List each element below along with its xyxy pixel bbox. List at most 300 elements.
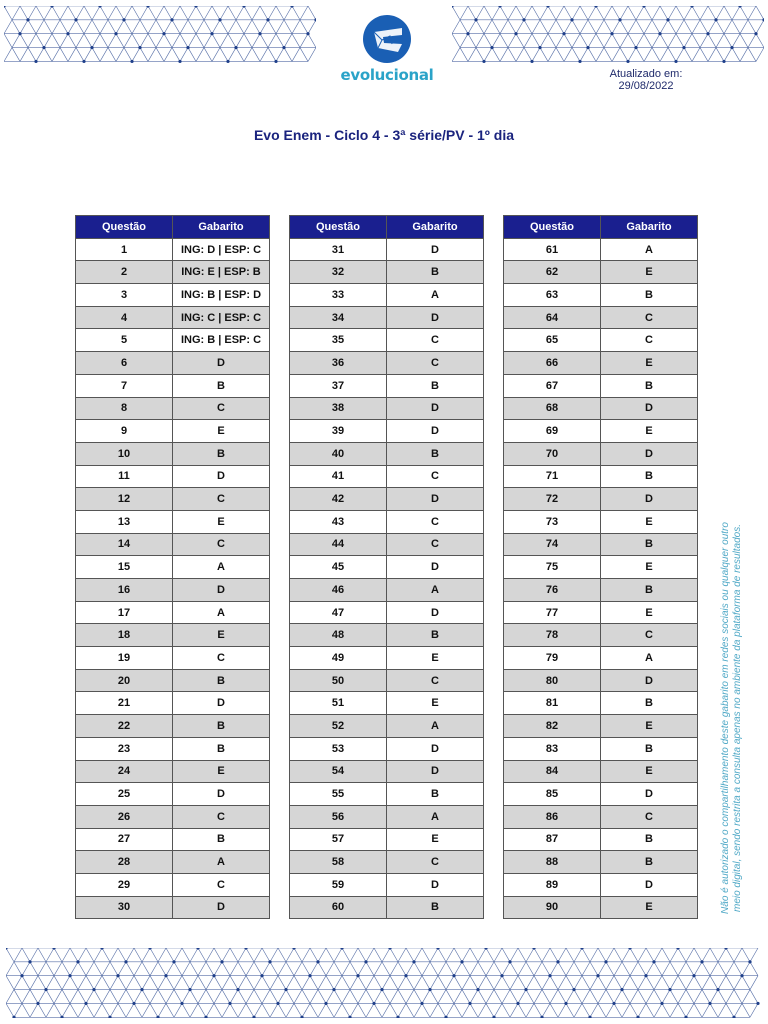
answer-key: C xyxy=(173,488,270,511)
pattern-node xyxy=(186,46,189,49)
table-row xyxy=(76,692,270,715)
table-row xyxy=(504,352,698,375)
table-row xyxy=(504,579,698,602)
question-number: 72 xyxy=(504,488,601,511)
pattern-node xyxy=(748,960,751,963)
pattern-node xyxy=(538,46,541,49)
pattern-node xyxy=(164,974,167,977)
answer-key: D xyxy=(173,783,270,806)
question-number: 20 xyxy=(76,669,173,692)
answer-key: E xyxy=(387,647,484,670)
answer-key: B xyxy=(173,669,270,692)
pattern-node xyxy=(492,1016,495,1018)
question-number: 61 xyxy=(504,238,601,261)
answer-key: ING: B | ESP: D xyxy=(173,284,270,307)
answer-key: C xyxy=(173,805,270,828)
table-row xyxy=(504,783,698,806)
answer-key: E xyxy=(387,828,484,851)
question-number: 67 xyxy=(504,374,601,397)
pattern-node xyxy=(524,988,527,991)
pattern-node xyxy=(740,974,743,977)
table-row xyxy=(504,374,698,397)
pattern-node xyxy=(258,32,261,35)
answer-table-3 xyxy=(503,215,698,919)
question-number: 49 xyxy=(290,647,387,670)
question-number: 4 xyxy=(76,306,173,329)
table-row xyxy=(504,556,698,579)
answer-key: D xyxy=(387,873,484,896)
pattern-node xyxy=(372,1002,375,1005)
table-row xyxy=(290,579,484,602)
answer-key: D xyxy=(173,692,270,715)
answer-key: D xyxy=(173,896,270,919)
question-number: 18 xyxy=(76,624,173,647)
pattern-node xyxy=(36,1002,39,1005)
pattern-node xyxy=(66,32,69,35)
question-number: 37 xyxy=(290,374,387,397)
pattern-node xyxy=(42,46,45,49)
pattern-node xyxy=(68,974,71,977)
table-row xyxy=(76,374,270,397)
evolucional-logo-icon xyxy=(362,14,412,64)
pattern-node xyxy=(204,1016,207,1018)
table-row xyxy=(504,533,698,556)
question-number: 25 xyxy=(76,783,173,806)
table-row xyxy=(76,828,270,851)
question-number: 14 xyxy=(76,533,173,556)
pattern-node xyxy=(26,18,29,21)
pattern-node xyxy=(674,60,677,63)
answer-key: B xyxy=(387,261,484,284)
answer-key: B xyxy=(601,533,698,556)
table-row xyxy=(504,737,698,760)
pattern-node xyxy=(12,1016,15,1018)
pattern-node xyxy=(162,32,165,35)
pattern-node xyxy=(268,960,271,963)
pattern-node xyxy=(274,60,277,63)
question-number: 62 xyxy=(504,261,601,284)
pattern-node xyxy=(668,988,671,991)
question-number: 78 xyxy=(504,624,601,647)
pattern-node xyxy=(626,60,629,63)
question-number: 82 xyxy=(504,715,601,738)
table-row xyxy=(504,329,698,352)
question-number: 55 xyxy=(290,783,387,806)
question-number: 44 xyxy=(290,533,387,556)
pattern-node xyxy=(610,32,613,35)
answer-key: C xyxy=(387,465,484,488)
table-row xyxy=(290,442,484,465)
pattern-node xyxy=(308,974,311,977)
table-row xyxy=(76,737,270,760)
answer-key: A xyxy=(173,851,270,874)
table-row xyxy=(290,306,484,329)
question-number: 1 xyxy=(76,238,173,261)
table-row xyxy=(290,329,484,352)
pattern-node xyxy=(516,1002,519,1005)
answer-key: D xyxy=(173,579,270,602)
brand-name: evolucional xyxy=(340,66,434,84)
answer-key: E xyxy=(601,420,698,443)
geometric-pattern-icon xyxy=(4,6,316,68)
question-number: 32 xyxy=(290,261,387,284)
table-row xyxy=(290,737,484,760)
pattern-node xyxy=(620,988,623,991)
answer-key: B xyxy=(601,851,698,874)
page-title: Evo Enem - Ciclo 4 - 3ª série/PV - 1º dia xyxy=(253,127,515,143)
table-row xyxy=(290,284,484,307)
pattern-node xyxy=(300,1016,303,1018)
question-number: 83 xyxy=(504,737,601,760)
pattern-node xyxy=(34,60,37,63)
answer-key: B xyxy=(601,579,698,602)
table-row xyxy=(504,805,698,828)
pattern-node xyxy=(124,960,127,963)
pattern-node xyxy=(220,960,223,963)
question-number: 63 xyxy=(504,284,601,307)
table-row xyxy=(290,465,484,488)
question-number: 74 xyxy=(504,533,601,556)
question-number: 65 xyxy=(504,329,601,352)
answer-key: E xyxy=(173,760,270,783)
question-number: 70 xyxy=(504,442,601,465)
table-header-row xyxy=(290,216,484,239)
answer-key: D xyxy=(387,601,484,624)
table-row xyxy=(76,284,270,307)
pattern-node xyxy=(482,60,485,63)
pattern-node xyxy=(420,1002,423,1005)
answer-key: E xyxy=(387,692,484,715)
table-row xyxy=(76,579,270,602)
pattern-node xyxy=(476,988,479,991)
question-number: 81 xyxy=(504,692,601,715)
answer-key: C xyxy=(173,533,270,556)
pattern-node xyxy=(508,960,511,963)
answer-key: B xyxy=(601,737,698,760)
table-row xyxy=(290,488,484,511)
pattern-node xyxy=(82,60,85,63)
answer-key: B xyxy=(387,442,484,465)
pattern-node xyxy=(6,948,8,950)
table-row xyxy=(76,306,270,329)
pattern-node xyxy=(130,60,133,63)
table-row xyxy=(504,488,698,511)
pattern-node xyxy=(762,18,764,21)
table-row xyxy=(76,601,270,624)
answer-key: C xyxy=(601,329,698,352)
question-number: 89 xyxy=(504,873,601,896)
answer-key: E xyxy=(601,556,698,579)
answer-key: D xyxy=(387,238,484,261)
pattern-node xyxy=(716,988,719,991)
answer-key: A xyxy=(387,715,484,738)
answer-key: A xyxy=(601,238,698,261)
answer-key: B xyxy=(387,896,484,919)
table-row xyxy=(76,352,270,375)
pattern-node xyxy=(404,974,407,977)
table-row xyxy=(76,556,270,579)
pattern-node xyxy=(276,1002,279,1005)
pattern-node xyxy=(76,960,79,963)
question-number: 17 xyxy=(76,601,173,624)
pattern-node xyxy=(692,974,695,977)
pattern-node xyxy=(572,988,575,991)
answer-key: B xyxy=(387,783,484,806)
table-row xyxy=(504,510,698,533)
question-number: 27 xyxy=(76,828,173,851)
pattern-node xyxy=(588,1016,591,1018)
question-number: 54 xyxy=(290,760,387,783)
pattern-lines xyxy=(452,6,764,61)
answer-key: A xyxy=(173,556,270,579)
question-number: 39 xyxy=(290,420,387,443)
sharing-disclaimer: Não é autorizado o compartilhamento deste gabarito em redes sociais ou qualquer outro meio digital, sendo restrita a consulta apenas no ambiente da plataforma de resultados. xyxy=(720,522,743,914)
pattern-node xyxy=(452,6,454,8)
answer-key: ING: D | ESP: C xyxy=(173,238,270,261)
answer-key: ING: B | ESP: C xyxy=(173,329,270,352)
table-row xyxy=(504,465,698,488)
question-number: 33 xyxy=(290,284,387,307)
table-row xyxy=(290,374,484,397)
table-row xyxy=(290,715,484,738)
pattern-node xyxy=(92,988,95,991)
question-number: 68 xyxy=(504,397,601,420)
question-number: 90 xyxy=(504,896,601,919)
question-number: 46 xyxy=(290,579,387,602)
pattern-node xyxy=(412,960,415,963)
answer-key: E xyxy=(601,715,698,738)
question-number: 38 xyxy=(290,397,387,420)
pattern-node xyxy=(18,32,21,35)
answer-key: B xyxy=(173,715,270,738)
table-row xyxy=(76,420,270,443)
table-row xyxy=(504,261,698,284)
answer-key: D xyxy=(387,737,484,760)
pattern-node xyxy=(324,1002,327,1005)
answer-key: C xyxy=(173,647,270,670)
pattern-node xyxy=(730,46,733,49)
answer-key: C xyxy=(173,873,270,896)
pattern-node xyxy=(500,974,503,977)
table-row xyxy=(290,556,484,579)
table-row xyxy=(504,873,698,896)
question-number: 59 xyxy=(290,873,387,896)
table-row xyxy=(504,624,698,647)
table-row xyxy=(290,647,484,670)
table-row xyxy=(290,601,484,624)
table-row xyxy=(290,828,484,851)
answer-key: A xyxy=(387,579,484,602)
answer-key: D xyxy=(601,669,698,692)
answer-key: A xyxy=(601,647,698,670)
pattern-node xyxy=(314,18,316,21)
table-header-row xyxy=(504,216,698,239)
question-number: 64 xyxy=(504,306,601,329)
question-number: 71 xyxy=(504,465,601,488)
pattern-node xyxy=(490,46,493,49)
table-row xyxy=(76,238,270,261)
table-row xyxy=(76,261,270,284)
pattern-node xyxy=(452,974,455,977)
pattern-node xyxy=(188,988,191,991)
question-number: 12 xyxy=(76,488,173,511)
question-number: 31 xyxy=(290,238,387,261)
question-number: 34 xyxy=(290,306,387,329)
answer-key: E xyxy=(173,624,270,647)
question-number: 24 xyxy=(76,760,173,783)
pattern-node xyxy=(708,1002,711,1005)
question-number: 86 xyxy=(504,805,601,828)
question-number: 30 xyxy=(76,896,173,919)
table-row xyxy=(76,873,270,896)
updated-date: 29/08/2022 xyxy=(618,80,674,92)
pattern-node xyxy=(74,18,77,21)
pattern-node xyxy=(156,1016,159,1018)
table-row xyxy=(76,465,270,488)
question-number: 57 xyxy=(290,828,387,851)
answer-key: E xyxy=(601,261,698,284)
answer-key: D xyxy=(387,760,484,783)
table-row xyxy=(290,533,484,556)
pattern-node xyxy=(604,960,607,963)
table-row xyxy=(290,669,484,692)
question-number: 11 xyxy=(76,465,173,488)
answer-key: D xyxy=(387,556,484,579)
answer-key: D xyxy=(601,873,698,896)
question-number: 56 xyxy=(290,805,387,828)
answer-key: C xyxy=(387,669,484,692)
question-number: 50 xyxy=(290,669,387,692)
table-row xyxy=(76,442,270,465)
table-row xyxy=(290,896,484,919)
question-number: 7 xyxy=(76,374,173,397)
answer-key: C xyxy=(601,306,698,329)
answer-key: C xyxy=(387,533,484,556)
question-number: 15 xyxy=(76,556,173,579)
question-number: 22 xyxy=(76,715,173,738)
table-header-row xyxy=(76,216,270,239)
answer-key: ING: C | ESP: C xyxy=(173,306,270,329)
pattern-node xyxy=(666,18,669,21)
answer-key: B xyxy=(173,374,270,397)
table-row xyxy=(76,647,270,670)
table-row xyxy=(76,624,270,647)
answer-table-1 xyxy=(75,215,270,919)
pattern-node xyxy=(396,1016,399,1018)
question-number: 53 xyxy=(290,737,387,760)
pattern-node xyxy=(178,60,181,63)
answer-key: B xyxy=(173,442,270,465)
pattern-node xyxy=(356,974,359,977)
answer-table-2 xyxy=(289,215,484,919)
question-number: 48 xyxy=(290,624,387,647)
answer-key: B xyxy=(601,465,698,488)
question-number: 47 xyxy=(290,601,387,624)
table-row xyxy=(504,896,698,919)
pattern-node xyxy=(514,32,517,35)
table-row xyxy=(290,624,484,647)
pattern-node xyxy=(444,1016,447,1018)
pattern-node xyxy=(4,6,6,8)
answer-key: D xyxy=(601,783,698,806)
question-number: 42 xyxy=(290,488,387,511)
question-number: 21 xyxy=(76,692,173,715)
pattern-node xyxy=(522,18,525,21)
answer-key: B xyxy=(601,828,698,851)
answer-key: B xyxy=(387,374,484,397)
table-row xyxy=(76,533,270,556)
answer-key: B xyxy=(601,692,698,715)
table-row xyxy=(290,261,484,284)
pattern-node xyxy=(644,974,647,977)
pattern-node xyxy=(586,46,589,49)
answer-key: E xyxy=(601,760,698,783)
question-number: 41 xyxy=(290,465,387,488)
question-number: 5 xyxy=(76,329,173,352)
updated-info xyxy=(596,68,696,92)
geometric-pattern-icon xyxy=(452,6,764,68)
question-number: 6 xyxy=(76,352,173,375)
answer-key: C xyxy=(387,352,484,375)
question-number: 35 xyxy=(290,329,387,352)
answer-key: E xyxy=(601,601,698,624)
answer-key: C xyxy=(601,624,698,647)
pattern-node xyxy=(348,1016,351,1018)
question-number: 23 xyxy=(76,737,173,760)
pattern-node xyxy=(714,18,717,21)
table-row xyxy=(504,715,698,738)
pattern-node xyxy=(170,18,173,21)
table-row xyxy=(290,692,484,715)
answer-key: E xyxy=(173,420,270,443)
pattern-node xyxy=(732,1016,735,1018)
updated-label: Atualizado em: xyxy=(609,68,683,80)
table-row xyxy=(290,851,484,874)
question-number: 51 xyxy=(290,692,387,715)
pattern-node xyxy=(226,60,229,63)
answer-key: B xyxy=(601,284,698,307)
pattern-node xyxy=(60,1016,63,1018)
pattern-node xyxy=(364,960,367,963)
question-number: 26 xyxy=(76,805,173,828)
table-row xyxy=(76,805,270,828)
pattern-node xyxy=(180,1002,183,1005)
question-number: 28 xyxy=(76,851,173,874)
table-row xyxy=(76,488,270,511)
question-number: 45 xyxy=(290,556,387,579)
answer-key: D xyxy=(387,397,484,420)
pattern-node xyxy=(564,1002,567,1005)
table-row xyxy=(290,238,484,261)
table-row xyxy=(504,397,698,420)
pattern-node xyxy=(660,1002,663,1005)
table-row xyxy=(76,715,270,738)
pattern-node xyxy=(90,46,93,49)
answer-key: E xyxy=(601,352,698,375)
table-row xyxy=(290,352,484,375)
answer-key: ING: E | ESP: B xyxy=(173,261,270,284)
answer-key: D xyxy=(601,442,698,465)
pattern-node xyxy=(468,1002,471,1005)
answer-header: Gabarito xyxy=(387,216,484,239)
answer-key: D xyxy=(601,488,698,511)
pattern-node xyxy=(612,1002,615,1005)
table-row xyxy=(504,442,698,465)
question-number: 85 xyxy=(504,783,601,806)
question-number: 73 xyxy=(504,510,601,533)
answer-key: C xyxy=(387,851,484,874)
decorative-pattern-top-right xyxy=(452,6,764,68)
